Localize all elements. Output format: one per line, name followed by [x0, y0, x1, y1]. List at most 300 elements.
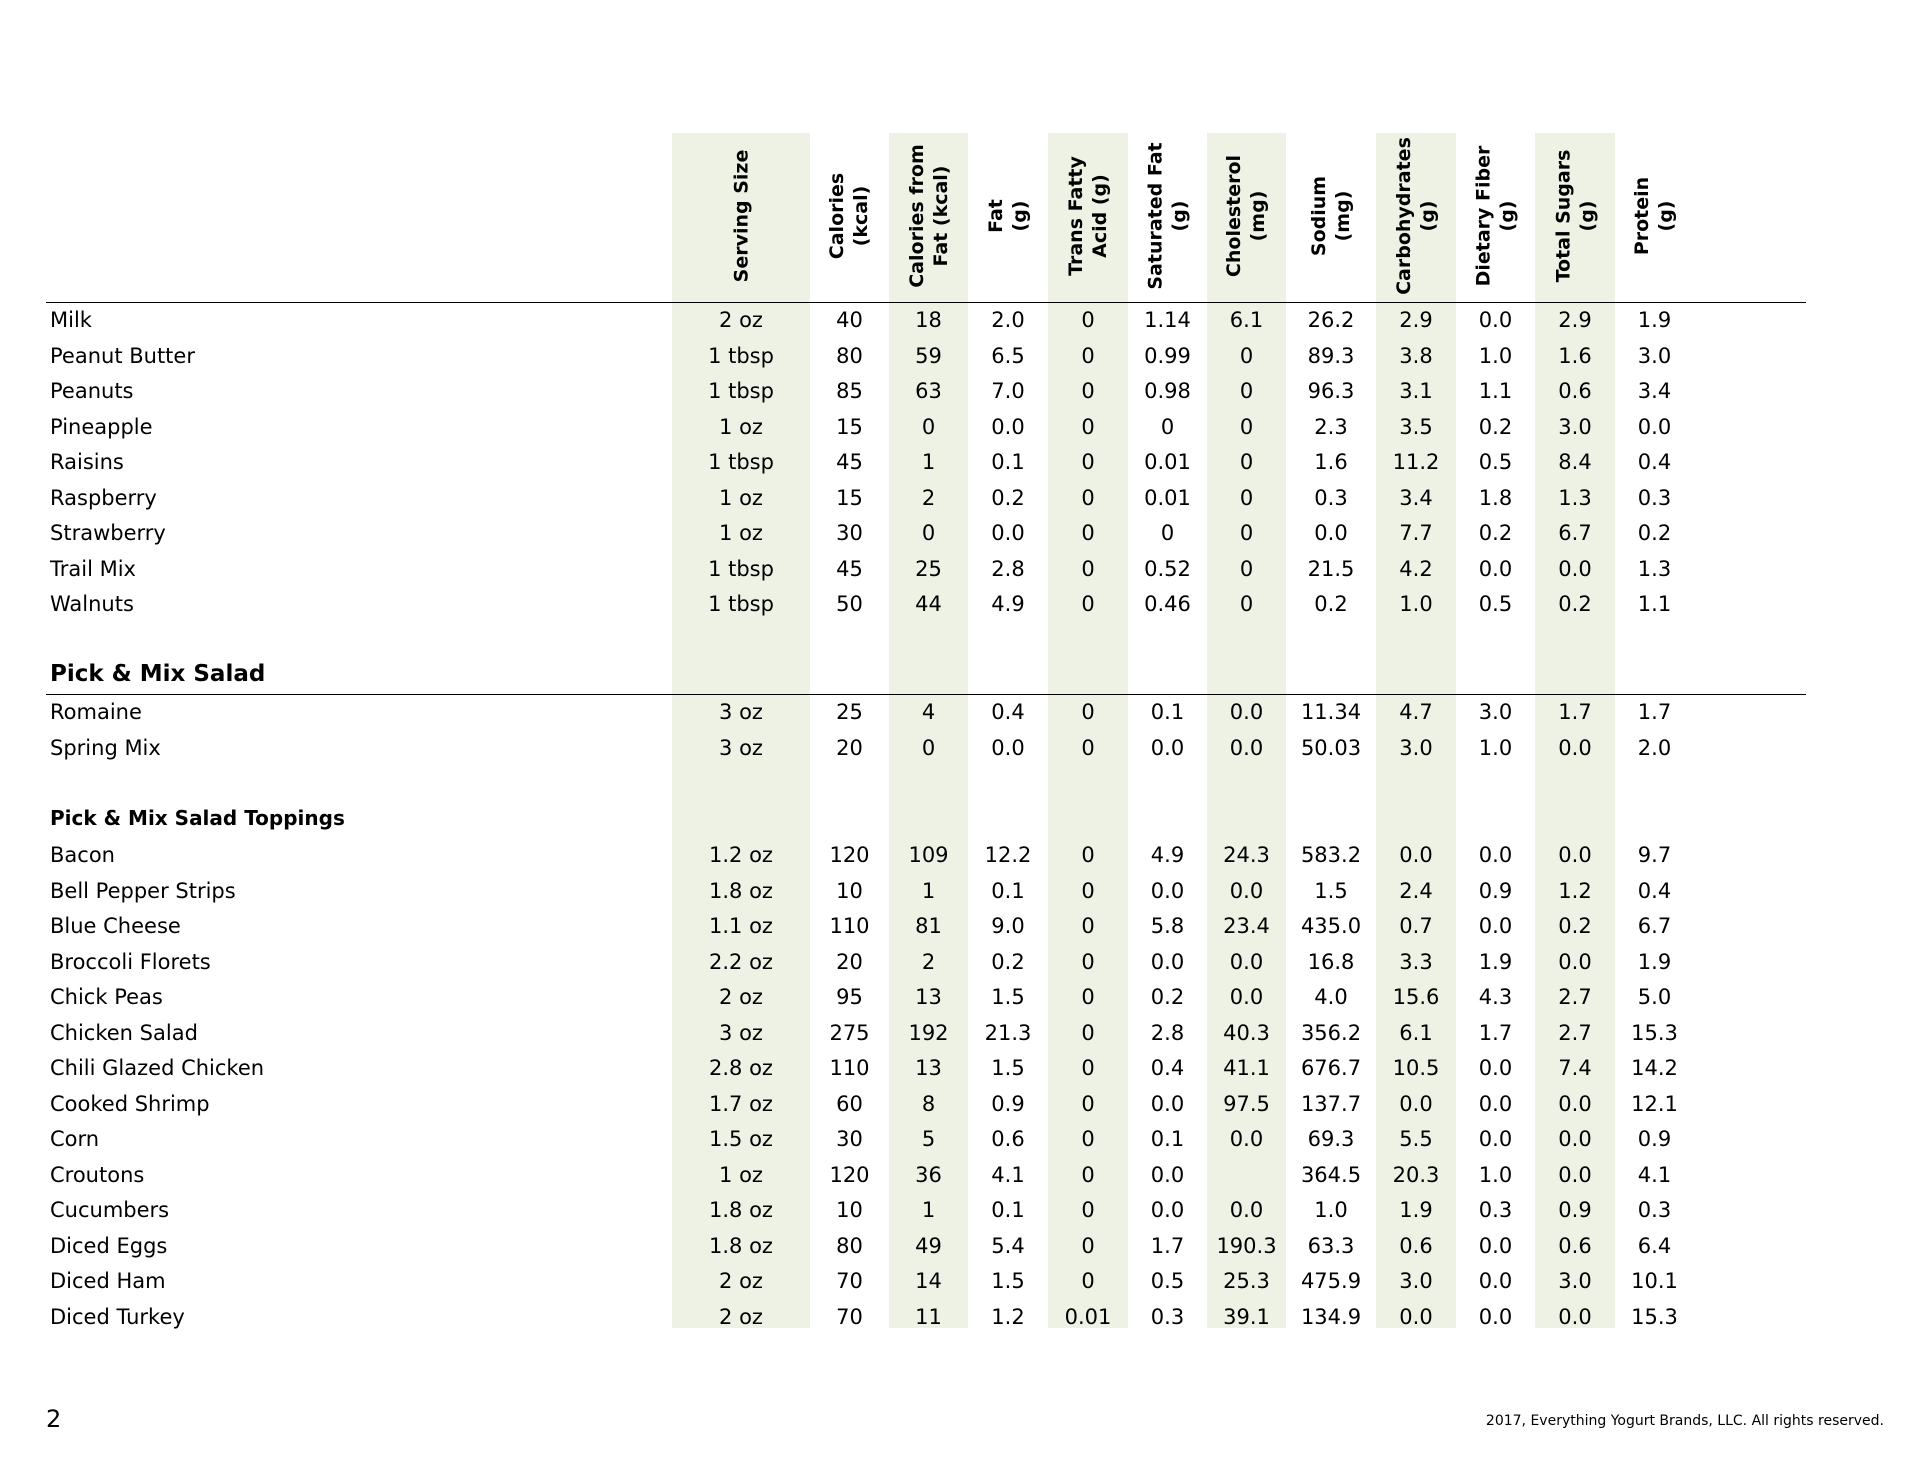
table-cell: 24.3: [1223, 843, 1270, 867]
table-cell: 3.0: [1399, 1269, 1433, 1293]
table-cell: 10.5: [1392, 1056, 1440, 1080]
table-cell: 0.0: [1150, 1091, 1185, 1116]
table-cell: 0: [1081, 878, 1095, 903]
column-header-label: Serving Size: [729, 149, 752, 283]
table-cell: 80: [836, 1233, 863, 1258]
column-header-label: Calories (kcal): [826, 172, 873, 260]
table-cell: 0.0: [1478, 1233, 1513, 1258]
table-cell: 6.4: [1637, 1233, 1672, 1258]
table-cell: 0: [1239, 379, 1254, 403]
table-cell: 4.1: [991, 1162, 1025, 1187]
table-cell: 36: [915, 1162, 942, 1187]
table-cell: 10: [836, 1198, 863, 1222]
table-cell: 63.3: [1307, 1233, 1355, 1258]
table-cell: 1 oz: [719, 414, 763, 439]
table-cell: 0.3: [1637, 1198, 1672, 1222]
table-cell: 21.5: [1307, 556, 1355, 581]
table-cell: 0.2: [1558, 592, 1592, 616]
table-cell: 1.3: [1558, 485, 1592, 510]
table-cell: 0.0: [1558, 1304, 1592, 1329]
table-cell: 1.0: [1478, 1162, 1513, 1187]
table-cell: 0: [1081, 592, 1095, 616]
table-cell: 134.9: [1300, 1304, 1362, 1329]
column-header: [1376, 133, 1456, 299]
table-cell: 40.3: [1223, 1020, 1270, 1045]
item-name: Corn: [50, 1127, 100, 1151]
table-cell: 49: [915, 1233, 942, 1258]
table-row: [0, 410, 1920, 445]
table-cell: 50: [836, 592, 863, 616]
table-cell: 0.0: [1150, 735, 1185, 760]
table-cell: 0.6: [1558, 379, 1592, 403]
item-name: Blue Cheese: [50, 914, 181, 938]
table-cell: 0.1: [991, 878, 1025, 903]
table-cell: 25: [836, 700, 863, 724]
table-cell: 12.1: [1631, 1091, 1678, 1116]
table-cell: 0: [1081, 1269, 1095, 1293]
table-cell: 3.0: [1637, 343, 1672, 368]
table-cell: 1 oz: [719, 485, 763, 510]
table-cell: 2.4: [1399, 878, 1433, 903]
table-cell: 14: [915, 1269, 942, 1293]
table-cell: 1 tbsp: [708, 592, 774, 616]
column-header: [1615, 133, 1694, 299]
item-name: Peanut Butter: [50, 343, 195, 368]
table-cell: 4.0: [1314, 985, 1348, 1009]
table-cell: 0: [1081, 914, 1095, 938]
item-name: Croutons: [50, 1162, 145, 1187]
table-cell: 2 oz: [719, 985, 763, 1009]
table-cell: 3 oz: [719, 735, 763, 760]
table-row: [0, 1300, 1920, 1335]
table-cell: 0: [921, 414, 936, 439]
table-cell: 0.0: [1558, 735, 1592, 760]
table-cell: 583.2: [1300, 843, 1362, 867]
table-cell: 15: [836, 414, 863, 439]
table-cell: 0.0: [1478, 1091, 1513, 1116]
table-cell: 1.7: [1478, 1020, 1513, 1045]
table-cell: 0: [1160, 521, 1175, 545]
table-cell: 0.2: [1314, 592, 1348, 616]
item-name: Spring Mix: [50, 735, 161, 760]
table-row: [0, 1264, 1920, 1299]
table-row: [0, 874, 1920, 909]
table-cell: 0: [1239, 343, 1254, 368]
table-cell: 25: [915, 556, 942, 581]
table-cell: 8.4: [1558, 450, 1592, 474]
table-cell: 3.3: [1399, 949, 1433, 974]
table-cell: 137.7: [1300, 1091, 1362, 1116]
table-cell: 4.3: [1478, 985, 1513, 1009]
table-row: [0, 303, 1920, 338]
table-cell: 45: [836, 556, 863, 581]
table-cell: 0: [1081, 343, 1095, 368]
table-cell: 0: [1081, 1091, 1095, 1116]
table-cell: 39.1: [1223, 1304, 1270, 1329]
table-cell: 1: [921, 878, 936, 903]
table-cell: 1.2 oz: [709, 843, 773, 867]
table-cell: 0.0: [1478, 1304, 1513, 1329]
table-cell: 0: [1239, 450, 1254, 474]
table-cell: 12.2: [984, 843, 1032, 867]
section-heading: Pick & Mix Salad: [50, 661, 266, 687]
table-cell: 120: [829, 843, 870, 867]
table-cell: 0.6: [1399, 1233, 1433, 1258]
table-cell: 2 oz: [719, 1269, 763, 1293]
table-cell: 2.8 oz: [709, 1056, 773, 1080]
table-cell: 0.46: [1144, 592, 1191, 616]
table-cell: 3 oz: [719, 1020, 763, 1045]
table-cell: 1 oz: [719, 521, 763, 545]
table-cell: 8: [921, 1091, 936, 1116]
table-cell: 676.7: [1300, 1056, 1362, 1080]
table-cell: 6.1: [1399, 1020, 1433, 1045]
table-cell: 0.1: [991, 450, 1025, 474]
column-header-label: Saturated Fat (g): [1144, 142, 1191, 290]
table-cell: 0: [1081, 1162, 1095, 1187]
page-number: 2: [46, 1405, 62, 1433]
table-cell: 9.7: [1637, 843, 1672, 867]
table-cell: 1.7: [1637, 700, 1672, 724]
table-cell: 0.0: [1150, 949, 1185, 974]
table-cell: 356.2: [1300, 1020, 1362, 1045]
column-header-label: Cholesterol (mg): [1223, 154, 1270, 278]
table-cell: 81: [915, 914, 942, 938]
table-cell: 95: [836, 985, 863, 1009]
table-cell: 7.0: [991, 379, 1025, 403]
table-cell: 1.0: [1399, 592, 1433, 616]
column-header-label: Protein (g): [1631, 176, 1678, 256]
column-header-label: Trans Fatty Acid (g): [1065, 156, 1112, 276]
table-cell: 97.5: [1223, 1091, 1270, 1116]
table-cell: 0: [1081, 485, 1095, 510]
column-header-label: Calories from Fat (kcal): [905, 144, 952, 288]
table-cell: 0.2: [991, 485, 1025, 510]
table-cell: 2.0: [1637, 735, 1672, 760]
table-cell: 0.1: [1150, 1127, 1185, 1151]
section-heading: Pick & Mix Salad Toppings: [50, 806, 345, 830]
table-row: [0, 695, 1920, 730]
table-cell: 15.3: [1631, 1304, 1678, 1329]
table-cell: 1.0: [1314, 1198, 1348, 1222]
item-name: Bacon: [50, 843, 115, 867]
table-cell: 0.9: [1478, 878, 1513, 903]
table-cell: 1.1: [1478, 379, 1513, 403]
table-cell: 3.0: [1558, 414, 1592, 439]
table-cell: 0: [1239, 414, 1254, 439]
table-cell: 15: [836, 485, 863, 510]
table-cell: 1.14: [1144, 308, 1191, 332]
item-name: Diced Eggs: [50, 1233, 168, 1258]
table-cell: 0.0: [991, 521, 1025, 545]
table-cell: 0.3: [1314, 485, 1348, 510]
column-header: [1128, 133, 1207, 299]
table-cell: 0.0: [1399, 1304, 1433, 1329]
table-cell: 1.8 oz: [709, 1233, 773, 1258]
table-cell: 1.5: [991, 1269, 1025, 1293]
table-cell: 1.1: [1637, 592, 1672, 616]
table-cell: 2 oz: [719, 308, 763, 332]
table-cell: 0.2: [1478, 414, 1513, 439]
table-cell: 0: [1239, 592, 1254, 616]
item-name: Trail Mix: [50, 556, 136, 581]
table-cell: 0.5: [1478, 592, 1513, 616]
column-header: [1207, 133, 1286, 299]
table-cell: 0: [1081, 308, 1095, 332]
table-cell: 0.6: [1558, 1233, 1592, 1258]
table-cell: 1.3: [1637, 556, 1672, 581]
table-cell: 3 oz: [719, 700, 763, 724]
table-cell: 0.9: [1558, 1198, 1592, 1222]
table-cell: 1.5: [991, 985, 1025, 1009]
table-row: [0, 1016, 1920, 1051]
table-cell: 0.4: [1150, 1056, 1185, 1080]
table-cell: 59: [915, 343, 942, 368]
column-header: [889, 133, 968, 299]
table-cell: 0: [1081, 735, 1095, 760]
table-cell: 89.3: [1307, 343, 1355, 368]
table-cell: 1.5: [991, 1056, 1025, 1080]
item-name: Romaine: [50, 700, 142, 724]
table-cell: 15.6: [1392, 985, 1440, 1009]
table-cell: 3.0: [1558, 1269, 1592, 1293]
item-name: Raspberry: [50, 485, 157, 510]
table-cell: 5.8: [1150, 914, 1185, 938]
table-cell: 120: [829, 1162, 870, 1187]
table-cell: 1.9: [1478, 949, 1513, 974]
table-cell: 0.0: [1558, 1127, 1592, 1151]
table-cell: 0.0: [1399, 1091, 1433, 1116]
table-cell: 1.5: [1314, 878, 1348, 903]
table-cell: 0.01: [1144, 485, 1191, 510]
table-cell: 26.2: [1307, 308, 1355, 332]
table-cell: 4: [921, 700, 936, 724]
table-cell: 0: [1081, 700, 1095, 724]
table-cell: 2.7: [1558, 985, 1592, 1009]
item-name: Walnuts: [50, 592, 134, 616]
table-cell: 1.9: [1399, 1198, 1433, 1222]
table-cell: 0: [1081, 521, 1095, 545]
table-row: [0, 445, 1920, 480]
table-cell: 0: [1160, 414, 1175, 439]
table-cell: 2: [921, 485, 936, 510]
table-cell: 4.9: [1150, 843, 1185, 867]
table-cell: 44: [915, 592, 942, 616]
item-name: Cooked Shrimp: [50, 1091, 210, 1116]
table-cell: 0.0: [1478, 556, 1513, 581]
table-cell: 2.0: [991, 308, 1025, 332]
item-name: Chili Glazed Chicken: [50, 1056, 265, 1080]
table-cell: 1.8 oz: [709, 1198, 773, 1222]
table-cell: 21.3: [984, 1020, 1032, 1045]
column-header-label: Total Sugars (g): [1552, 149, 1598, 283]
table-cell: 5.4: [991, 1233, 1025, 1258]
item-name: Bell Pepper Strips: [50, 878, 236, 903]
item-name: Diced Turkey: [50, 1304, 185, 1329]
column-header: [968, 133, 1048, 299]
table-cell: 5: [921, 1127, 936, 1151]
table-row: [0, 481, 1920, 516]
table-cell: 0: [1239, 485, 1254, 510]
table-cell: 45: [836, 450, 863, 474]
table-cell: 1.7: [1558, 700, 1592, 724]
column-header: [672, 133, 810, 299]
table-cell: 63: [915, 379, 942, 403]
table-cell: 0.0: [1637, 414, 1672, 439]
table-cell: 0.0: [1229, 985, 1264, 1009]
table-row: [0, 1122, 1920, 1157]
table-cell: 475.9: [1300, 1269, 1362, 1293]
table-cell: 0.0: [991, 414, 1025, 439]
table-cell: 0: [1081, 1233, 1095, 1258]
table-cell: 1.0: [1478, 343, 1513, 368]
table-row: [0, 1051, 1920, 1086]
table-cell: 41.1: [1223, 1056, 1270, 1080]
table-cell: 0.9: [991, 1091, 1025, 1116]
table-cell: 20: [836, 949, 863, 974]
table-cell: 80: [836, 343, 863, 368]
table-cell: 30: [836, 1127, 863, 1151]
table-cell: 6.7: [1558, 521, 1592, 545]
table-cell: 0: [1081, 1020, 1095, 1045]
table-cell: 0: [1239, 556, 1254, 581]
table-cell: 1: [921, 450, 936, 474]
table-cell: 1 tbsp: [708, 343, 774, 368]
table-cell: 30: [836, 521, 863, 545]
table-cell: 5.5: [1399, 1127, 1433, 1151]
table-cell: 0.01: [1144, 450, 1191, 474]
table-cell: 3.5: [1399, 414, 1433, 439]
table-cell: 0.1: [991, 1198, 1025, 1222]
table-cell: 3.0: [1478, 700, 1513, 724]
table-cell: 6.1: [1229, 308, 1264, 332]
table-cell: 0.0: [1229, 949, 1264, 974]
table-row: [0, 1193, 1920, 1228]
table-cell: 275: [829, 1020, 870, 1045]
table-cell: 69.3: [1307, 1127, 1355, 1151]
item-name: Diced Ham: [50, 1269, 166, 1293]
table-cell: 0.98: [1144, 379, 1191, 403]
table-cell: 10.1: [1631, 1269, 1678, 1293]
table-cell: 1.8 oz: [709, 878, 773, 903]
copyright-notice: 2017, Everything Yogurt Brands, LLC. All rights reserved.: [1485, 1413, 1884, 1429]
table-cell: 0: [1081, 1056, 1095, 1080]
table-cell: 0.3: [1478, 1198, 1513, 1222]
table-cell: 0.0: [1229, 1127, 1264, 1151]
table-cell: 0.0: [1229, 735, 1264, 760]
table-cell: 11.2: [1392, 450, 1440, 474]
table-cell: 10: [836, 878, 863, 903]
table-row: [0, 909, 1920, 944]
table-row: [0, 1087, 1920, 1122]
table-cell: 0.9: [1637, 1127, 1672, 1151]
table-cell: 0.2: [1558, 914, 1592, 938]
table-cell: 0.01: [1064, 1304, 1112, 1329]
table-cell: 2.9: [1399, 308, 1433, 332]
table-cell: 0.2: [991, 949, 1025, 974]
table-cell: 9.0: [991, 914, 1025, 938]
table-cell: 0.1: [1150, 700, 1185, 724]
column-header: [810, 133, 889, 299]
table-cell: 0: [1081, 949, 1095, 974]
column-header: [1048, 133, 1128, 299]
table-cell: 1.0: [1478, 735, 1513, 760]
table-cell: 1.2: [991, 1304, 1025, 1329]
table-cell: 0.0: [1478, 914, 1513, 938]
table-row: [0, 339, 1920, 374]
table-cell: 3.4: [1399, 485, 1433, 510]
table-cell: 2.2 oz: [709, 949, 773, 974]
table-cell: 1.6: [1558, 343, 1592, 368]
item-name: Raisins: [50, 450, 124, 474]
table-cell: 1: [921, 1198, 936, 1222]
table-cell: 0.0: [1229, 700, 1264, 724]
table-cell: 70: [836, 1269, 863, 1293]
table-cell: 1.7 oz: [709, 1091, 773, 1116]
table-cell: 0.5: [1478, 450, 1513, 474]
column-header-label: Carbohydrates (g): [1393, 137, 1439, 295]
table-cell: 2.7: [1558, 1020, 1592, 1045]
table-cell: 1.8: [1478, 485, 1513, 510]
table-cell: 3.4: [1637, 379, 1672, 403]
table-cell: 1 oz: [719, 1162, 763, 1187]
table-row: [0, 945, 1920, 980]
table-row: [0, 552, 1920, 587]
table-cell: 0: [1081, 414, 1095, 439]
table-cell: 0.7: [1399, 914, 1433, 938]
table-cell: 0.4: [991, 700, 1025, 724]
table-cell: 3.1: [1399, 379, 1433, 403]
table-cell: 7.4: [1558, 1056, 1592, 1080]
table-cell: 70: [836, 1304, 863, 1329]
table-cell: 1.9: [1637, 308, 1672, 332]
table-cell: 0.0: [1558, 949, 1592, 974]
table-row: [0, 1158, 1920, 1193]
table-cell: 0.0: [1229, 1198, 1264, 1222]
table-row: [0, 980, 1920, 1015]
table-cell: 1 tbsp: [708, 556, 774, 581]
table-cell: 0.3: [1150, 1304, 1185, 1329]
table-cell: 60: [836, 1091, 863, 1116]
column-header-label: Fat (g): [985, 199, 1031, 233]
column-header: [1286, 133, 1376, 299]
column-header-label: Dietary Fiber (g): [1472, 145, 1519, 287]
item-name: Pineapple: [50, 414, 153, 439]
table-cell: 2.8: [991, 556, 1025, 581]
table-cell: 1.6: [1314, 450, 1348, 474]
table-row: [0, 838, 1920, 873]
table-cell: 0.0: [1150, 1198, 1185, 1222]
item-name: Chicken Salad: [50, 1020, 198, 1045]
column-header-label: Sodium (mg): [1308, 175, 1354, 257]
table-cell: 0.4: [1637, 878, 1672, 903]
table-cell: 0.0: [1478, 1127, 1513, 1151]
table-cell: 3.0: [1399, 735, 1433, 760]
table-cell: 0: [1081, 985, 1095, 1009]
table-cell: 2.8: [1150, 1020, 1185, 1045]
table-cell: 0: [1081, 450, 1095, 474]
table-cell: 110: [829, 914, 870, 938]
table-cell: 16.8: [1307, 949, 1355, 974]
table-cell: 6.5: [991, 343, 1025, 368]
table-cell: 0.0: [1558, 843, 1592, 867]
table-cell: 6.7: [1637, 914, 1672, 938]
item-name: Milk: [50, 308, 92, 332]
table-row: [0, 731, 1920, 766]
table-cell: 0.0: [1558, 556, 1592, 581]
table-cell: 1.5 oz: [709, 1127, 773, 1151]
item-name: Strawberry: [50, 521, 166, 545]
